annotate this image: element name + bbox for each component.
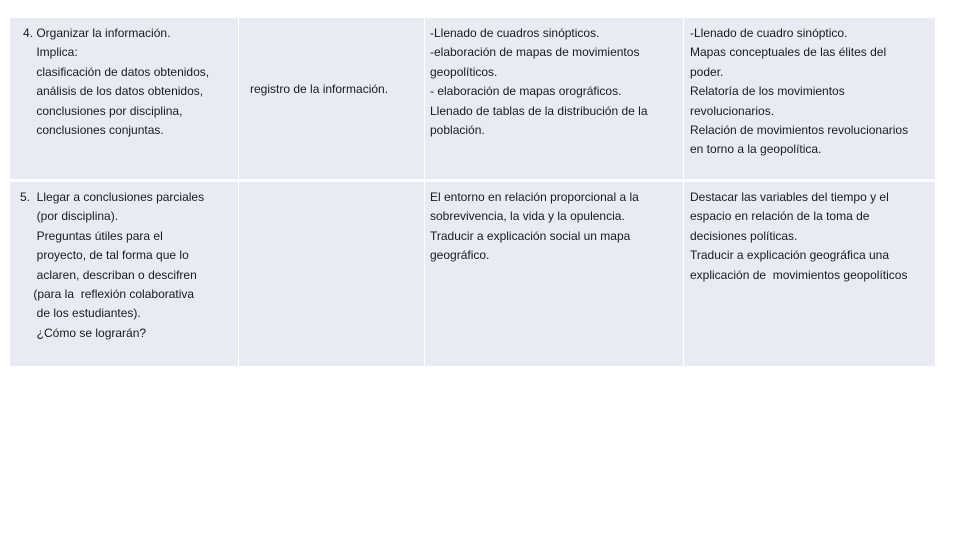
cell-line: Mapas conceptuales de las élites del xyxy=(690,45,887,60)
cell-line: (para la reflexión colaborativa xyxy=(20,287,195,302)
cell-line: -elaboración de mapas de movimientos xyxy=(430,45,640,60)
cell-line: Implica: xyxy=(23,45,78,60)
cell-line: - elaboración de mapas orográficos. xyxy=(430,84,622,99)
cell-line: en torno a la geopolítica. xyxy=(690,142,822,157)
cell-line: sobrevivencia, la vida y la opulencia. xyxy=(430,209,625,224)
table-cell-destacar xyxy=(684,182,935,366)
cell-line: -Llenado de cuadro sinóptico. xyxy=(690,26,848,40)
cell-line: ¿Cómo se lograrán? xyxy=(20,325,147,340)
cell-line: Relatoría de los movimientos xyxy=(690,84,845,99)
cell-line: geográfico. xyxy=(430,248,490,263)
cell-line: 5. Llegar a conclusiones parciales xyxy=(20,190,205,204)
cell-line: proyecto, de tal forma que lo xyxy=(20,248,189,263)
table-cell-llenado-cuadros xyxy=(425,18,683,179)
cell-line: (por disciplina). xyxy=(20,209,119,224)
cell-line: Destacar las variables del tiempo y el xyxy=(690,190,889,204)
cell-line: de los estudiantes). xyxy=(20,306,141,321)
cell-line: clasificación de datos obtenidos, xyxy=(23,64,210,79)
cell-line: Traducir a explicación geográfica una xyxy=(690,248,890,263)
cell-line: Traducir a explicación social un mapa xyxy=(430,228,631,243)
table-cell-llenado-cuadro xyxy=(684,18,935,179)
cell-line: espacio en relación de la toma de xyxy=(690,209,870,224)
cell-line: 4. Organizar la información. xyxy=(23,26,171,40)
cell-line: -Llenado de cuadros sinópticos. xyxy=(430,26,600,40)
activities-table xyxy=(10,18,935,366)
table-cell-empty xyxy=(239,182,424,366)
cell-line: población. xyxy=(430,123,485,138)
table-cell-step-4 xyxy=(10,18,238,179)
table-cell-registro xyxy=(239,18,424,179)
cell-line: conclusiones conjuntas. xyxy=(23,123,164,138)
cell-line: decisiones políticas. xyxy=(690,228,798,243)
cell-line: Llenado de tablas de la distribución de la xyxy=(430,103,648,118)
cell-line: conclusiones por disciplina, xyxy=(23,103,183,118)
cell-line: Relación de movimientos revolucionarios xyxy=(690,123,909,138)
cell-line: Preguntas útiles para el xyxy=(20,228,163,243)
cell-line: revolucionarios. xyxy=(690,103,775,118)
cell-line: explicación de movimientos geopolíticos xyxy=(690,267,908,282)
cell-line: análisis de los datos obtenidos, xyxy=(23,84,204,99)
cell-line: poder. xyxy=(690,64,724,79)
table-cell-entorno xyxy=(425,182,683,366)
cell-line: El entorno en relación proporcional a la xyxy=(430,190,639,204)
cell-line: registro de la información. xyxy=(250,82,389,96)
cell-line: geopolíticos. xyxy=(430,64,498,79)
cell-line: aclaren, describan o descifren xyxy=(20,267,197,282)
table-cell-step-5 xyxy=(10,182,238,366)
